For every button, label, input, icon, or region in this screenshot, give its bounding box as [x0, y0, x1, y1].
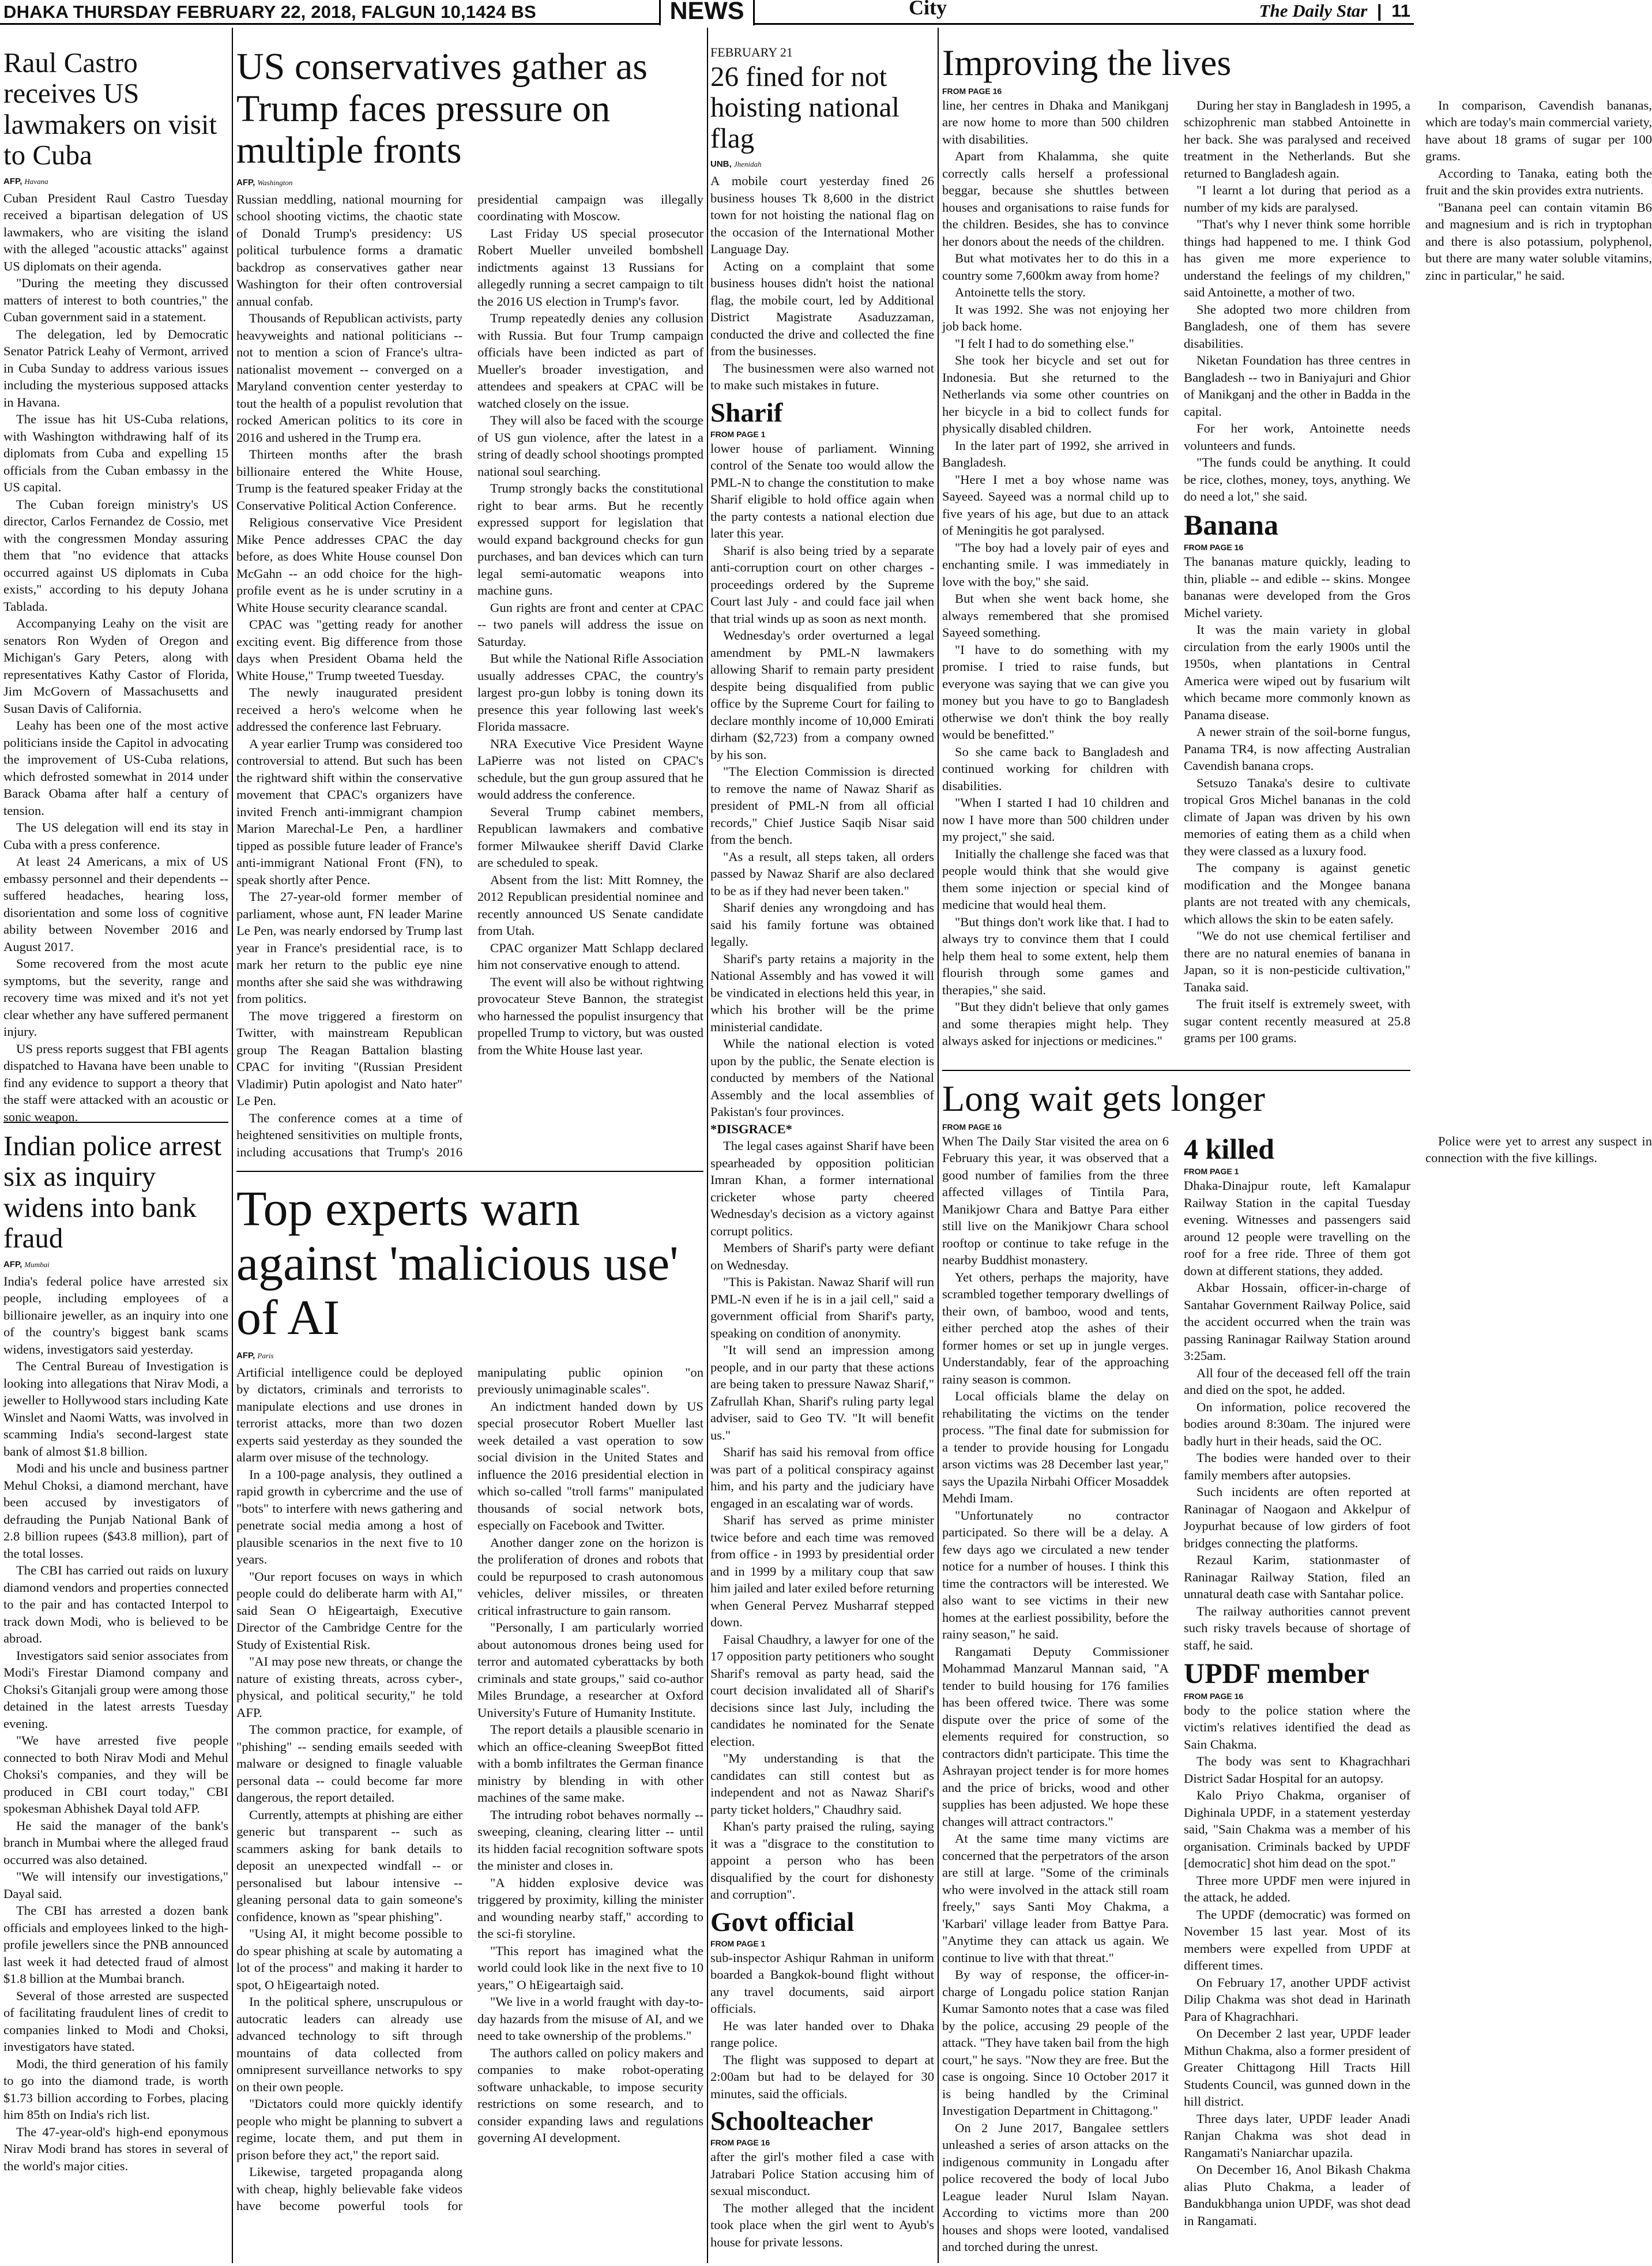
paragraph: On 2 June 2017, Bangalee settlers unleashed a series of arson attacks on the indigenous community in Longadu after police recovered the body of local Jubo League leader Nurul Islam Nayan. According to victims more than 200 houses and shops were looted, vandalised and torched during the unrest.: [942, 2120, 1169, 2254]
paragraph: Leahy has been one of the most active politicians inside the Capitol in advocating the improvement of US-Cuba relations, which defrosted somewhat in 2014 under Barack Obama after half a century of tension.: [3, 718, 228, 818]
paragraph: The CBI has arrested a dozen bank officials and employees linked to the high-profile jewellers since the PNB announced last week it had detected fraud of almost $1.8 billion at the Mumbai branch.: [3, 1903, 228, 1986]
headline-updf: UPDF member: [1184, 1657, 1369, 1690]
jump-label: FROM PAGE 16: [710, 2138, 770, 2148]
paragraph: India's federal police have arrested six people, including employees of a billionaire jeweller, as an inquiry into one of the country's biggest bank scams widens, investigators said yesterday.: [3, 1273, 228, 1356]
paragraph: "Personally, I am particularly worried about autonomous drones being used for terror and automated cyberattacks by both criminals and state groups," said co-author Miles Brundage, a researcher at Oxford University's Future of Humanity Institute.: [477, 1620, 703, 1720]
column-3: [710, 45, 934, 2263]
paragraph: "We do not use chemical fertiliser and there are no natural enemies of banana in Japan, so it is non-pesticide cultivation," Tanaka said.: [1184, 929, 1410, 994]
paragraph: "I have to do something with my promise. I tried to raise funds, but everyone was saying that we can give you money but you have to go to Bangladesh otherwise we don't think the boy really would be benefitted.": [942, 642, 1169, 742]
jump-label: FROM PAGE 16: [1184, 543, 1244, 553]
paragraph: Antoinette tells the story.: [955, 285, 1086, 300]
article-body: [3, 1273, 228, 2175]
paragraph: Absent from the list: Mitt Romney, the 2012 Republican presidential nominee and recently announced US Senate candidate from Utah.: [477, 872, 703, 938]
paragraph: Faisal Chaudhry, a lawyer for one of the 17 opposition party petitioners who sought Sharif's removal as party head, said the court decision invalidated all of Sharif's decisions since last July, including the candidates he nominated for the Senate election.: [710, 1632, 934, 1749]
paragraph: An indictment handed down by US special prosecutor Robert Mueller last week detailed a vast operation to sow social division in the United States and influence the 2016 presidential election in which so-called "troll farms" manipulated thousands of social network bots, especially on Facebook and Twitter.: [477, 1399, 703, 1533]
paragraph: Several Trump cabinet members, Republican lawmakers and combative former Milwaukee sheriff David Clarke are scheduled to speak.: [477, 804, 703, 870]
paragraph: Dhaka-Dinajpur route, left Kamalapur Railway Station in the capital Tuesday evening. Witnesses and passengers said around 12 people were travelling on the roof for a free ride. Three of them got down at different stations, they added.: [1184, 1178, 1410, 1278]
paragraph: "This is Pakistan. Nawaz Sharif will run PML-N even if he is in a jail cell," said a government official from Sharif's party, speaking on condition of anonymity.: [710, 1275, 934, 1340]
paragraph: Setsuzo Tanaka's desire to cultivate tropical Gros Michel bananas in the cold climate of Japan was driven by his own memories of eating them as a child when they were classed as a luxury food.: [1184, 775, 1410, 858]
paragraph: Sharif is also being tried by a separate anti-corruption court on other charges - proceedings ordered by the Supreme Court last July - and could face jail when that trial winds up as soon as next month.: [710, 543, 934, 626]
headline-lives: Improving the lives: [942, 42, 1232, 83]
paragraph: The issue has hit US-Cuba relations, with Washington withdrawing half of its diplomats from Cuba and expelling 15 officials from the Cuban embassy in the US capital.: [3, 412, 228, 495]
paragraph: In the political sphere, unscrupulous or autocratic leaders can already use advanced technology to sift through mountains of data collected from omnipresent surveillance networks to spy on their own people.: [236, 1994, 462, 2094]
column-rule: [232, 28, 233, 2263]
paragraph: The bananas mature quickly, leading to thin, pliable -- and edible -- skins. Mongee bananas were developed from the Gros Michel variety.: [1184, 554, 1410, 620]
dateline: FEBRUARY 21: [710, 45, 793, 59]
paragraph: "I felt I had to do something else.": [955, 336, 1134, 351]
article-body-longwait: [942, 1132, 1652, 2263]
jump-label: FROM PAGE 1: [710, 1938, 766, 1948]
paragraph: They will also be faced with the scourge of US gun violence, after the latest in a string of deadly school shootings prompted national soul searching.: [477, 413, 703, 479]
paragraph: During her stay in Bangladesh in 1995, a schizophrenic man stabbed Antoinette in her back. She was paralysed and received treatment in the Netherlands. But she returned to Bangladesh again.: [1184, 97, 1410, 181]
paragraph: But while the National Rifle Association usually addresses CPAC, the country's largest pro-gun lobby is toning down its presence this year following last week's Florida massacre.: [477, 651, 703, 734]
article-ai: [236, 1181, 703, 2263]
paragraph: Gun rights are front and center at CPAC -- two panels will address the issue on Saturday.: [477, 600, 703, 649]
paragraph: "Using AI, it might become possible to do spear phishing at scale by automating a lot of the process" and making it harder to spot, O hEigeartaigh noted.: [236, 1926, 462, 1992]
city-label: City: [909, 0, 947, 19]
paragraph: Sharif denies any wrongdoing and has said his family fortune was obtained legally.: [710, 900, 934, 949]
paragraph: Some recovered from the most acute symptoms, but the severity, range and recovery time was mixed and it's not yet clear whether any have suffered permanent injury.: [3, 956, 228, 1039]
article-cuba: [3, 47, 228, 1124]
paragraph: The UPDF (democratic) was formed on November 15 last year. Most of its members were expelled from UPDF at different times.: [1184, 1907, 1410, 1973]
paragraph: Sharif's party retains a majority in the National Assembly and has vowed it will be vindicated in elections held this year, in which his brother will be the prime ministerial candidate.: [710, 951, 934, 1034]
headline: Raul Castro receives US lawmakers on visit to Cuba: [3, 47, 217, 171]
paper-name-page: The Daily Star | 11: [1259, 1, 1410, 21]
paragraph: "Unfortunately no contractor participated. So there will be a delay. A few days ago we circulated a new tender notice for a number of houses. I think this time the contractors will be interested. We also want to see victims in their new homes at the earliest possibility, before the rainy season," he said.: [942, 1508, 1169, 1642]
paragraph: According to Tanaka, eating both the fruit and the skin provides extra nutrients.: [1425, 166, 1652, 198]
paragraph: "This report has imagined what the world could look like in the next five to 10 years," O hEigeartaigh said.: [477, 1943, 703, 1992]
paragraph: Sharif has served as prime minister twice before and each time was removed from office - in 1993 by presidential order and in 1999 by a military coup that saw him jailed and later exiled before returning when General Pervez Musharraf stepped down.: [710, 1513, 934, 1630]
paragraph: "During the meeting they discussed matters of interest to both countries," the Cuban government said in a statement.: [3, 276, 228, 325]
paragraph: The Cuban foreign ministry's US director, Carlos Fernandez de Cossio, met with the congressmen Monday assuring them that "no evidence that attacks occurred against US diplomats in Cuba exists," according to his deputy Johana Tablada.: [3, 497, 228, 614]
dateline: DHAKA THURSDAY FEBRUARY 22, 2018, FALGUN 10,1424 BS: [3, 2, 536, 22]
paragraph: Last Friday US special prosecutor Robert Mueller unveiled bombshell indictments against 13 Russians for allegedly running a secret campaign to tilt the 2016 US election in Trump's favor.: [477, 226, 703, 309]
paragraph: Akbar Hossain, officer-in-charge of Santahar Government Railway Police, said the accident occurred when the train was passing Raninagar Railway Station around 3:25am.: [1184, 1280, 1410, 1363]
paragraph: The legal cases against Sharif have been spearheaded by opposition politician Imran Khan, a former international cricketer whose party cheered Wednesday's decision as a victory against corrupt politics.: [710, 1138, 934, 1238]
paragraph: At the same time many victims are concerned that the perpetrators of the arson are still at large. "Some of the criminals who were involved in the attack still roam freely," says Santi Moy Chakma, a 'Karbari' village leader from Battye Para. "Anytime they can attack us again. We continue to live with that threat.": [942, 1831, 1169, 1965]
paragraph: "We have arrested five people connected to both Nirav Modi and Mehul Choksi's companies, and they will be produced in CBI court today," CBI spokesman Abhishek Dayal told AFP.: [3, 1733, 228, 1816]
paragraph: Initially the challenge she faced was that people would think that she would give them some injection or special kind of medicine that would heal them.: [942, 846, 1169, 912]
article-body-sharif: [710, 440, 934, 1903]
paragraph: Artificial intelligence could be deployed by dictators, criminals and terrorists to manipulate elections and use drones in terrorist attacks, more than two dozen experts said yesterday as they sounded the alarm over misuse of the technology.: [236, 1365, 462, 1465]
paragraph: "Banana peel can contain vitamin B6 and magnesium and is rich in tryptophan and there is also potassium, polyphenol, but there are many water soluble vitamins, zinc in particular," he said.: [1425, 200, 1652, 283]
headline-schoolteacher: Schoolteacher: [710, 2106, 873, 2137]
paragraph: Three more UPDF men were injured in the attack, he added.: [1184, 1873, 1410, 1905]
paragraph: "As a result, all steps taken, all orders passed by Nawaz Sharif are also declared to be as if they had never been taken.": [710, 849, 934, 898]
paragraph: The 47-year-old's high-end eponymous Nirav Modi brand has stores in several of the world's major cities.: [3, 2124, 228, 2173]
paragraph: The authors called on policy makers and companies to make robot-operating software unhackable, to impose security restrictions on some research, and to consider expanding laws and regulations governing AI development.: [477, 2045, 703, 2145]
paragraph: Another danger zone on the horizon is the proliferation of drones and robots that could be repurposed to crash autonomous vehicles, deliver missiles, or threaten critical infrastructure to gain ransom.: [477, 1535, 703, 1618]
paragraph: It was 1992. She was not enjoying her job back home.: [942, 302, 1169, 334]
paragraph: Trump strongly backs the constitutional right to bear arms. But he recently expressed support for legislation that would expand background checks for gun purchases, and ban devices which can turn legal semi-automatic weapons into machine guns.: [477, 481, 703, 598]
paragraph: lower house of parliament. Winning control of the Senate too would allow the PML-N to change the constitution to make Sharif eligible to hold office again when the party contests a national election due later this year.: [710, 441, 934, 541]
paragraph: The railway authorities cannot prevent such risky travels because of shortage of staff, he said.: [1184, 1603, 1410, 1652]
paragraph: Several of those arrested are suspected of facilitating fraudulent lines of credit to companies linked to Modi and Choksi, investigators have stated.: [3, 1988, 228, 2054]
paragraph: "A hidden explosive device was triggered by proximity, killing the minister and wounding nearby staff," according to the sci-fi storyline.: [477, 1875, 703, 1941]
jump-label: FROM PAGE 16: [942, 1122, 1002, 1132]
paragraph: When The Daily Star visited the area on 6 February this year, it was observed that a good number of families from the three affected villages of Tintila Para, Manikjowr Chara and Battye Para either still live on the Manikjowr Chara school rooftop or continue to take refuge in the nearby Buddhist monastery.: [942, 1133, 1169, 1268]
paragraph: "My understanding is that the candidates can still contest but as independent and not as Nawaz Sharif's party ticket holders," Chaudhry said.: [710, 1751, 934, 1817]
paragraph: "Dictators could more quickly identify people who might be planning to subvert a regime, locate them, and put them in prison before they act," the report said.: [236, 2096, 462, 2162]
paragraph: Cuban President Raul Castro Tuesday received a bipartisan delegation of US lawmakers, who are visiting the island with the alleged "acoustic attacks" against US diplomats on their agenda.: [3, 190, 228, 273]
paragraph: The common practice, for example, of "phishing" -- sending emails seeded with malware or designed to finagle valuable personal data -- could become far more dangerous, the report detailed.: [236, 1722, 462, 1805]
paragraph: Rezaul Karim, stationmaster of Raninagar Railway Station, filed an unnatural death case with Santahar police.: [1184, 1553, 1410, 1602]
byline: AFP, Havana: [3, 176, 48, 186]
paragraph: While the national election is voted upon by the public, the Senate election is conducted by members of the National Assembly and the local assemblies of Pakistan's four provinces.: [710, 1036, 934, 1119]
article-longwait-killed-updf: [942, 1078, 1652, 2263]
paragraph: She adopted two more children from Bangladesh, one of them has severe disabilities.: [1184, 302, 1410, 351]
paragraph: By way of response, the officer-in-charge of Longadu police station Ranjan Kumar Samonto notes that a case was filed by the police, accusing 29 people of the attack. "They have taken bail from the high court," he says. "Now they are free. But the case is ongoing. Since 10 October 2017 it is being handled by the Criminal Investigation Department in Chittagong.": [942, 1967, 1169, 2118]
masthead: [0, 0, 1414, 25]
paragraph: So she came back to Bangladesh and continued working for children with disabilities.: [942, 744, 1169, 793]
paragraph: Niketan Foundation has three centres in Bangladesh -- two in Baniyajuri and Ghior of Manikganj and the other in Badda in the capital.: [1184, 353, 1410, 419]
paragraph: The fruit itself is extremely sweet, with sugar content recently measured at 25.8 grams per 100 grams.: [1184, 997, 1410, 1046]
paragraph: Investigators said senior associates from Modi's Firestar Diamond company and Choksi's Gitanjali group were among those detained in the latest arrests Tuesday evening.: [3, 1648, 228, 1731]
paragraph: Thousands of Republican activists, party heavyweights and national politicians -- not to mention a scion of France's ultra-nationalist movement -- converged on a Maryland convention center yesterday to tout the health of a populist revolution that rocked American politics to its core in 2016 and ushered in the Trump era.: [236, 311, 462, 445]
paper-logo: The Daily Star: [1259, 1, 1368, 21]
headline: Indian police arrest six as inquiry widens into bank fraud: [3, 1130, 222, 1254]
paragraph: Such incidents are often reported at Raninagar of Naogaon and Akkelpur of Joypurhat because of low girders of foot bridges connecting the platforms.: [1184, 1485, 1410, 1550]
paragraph: On February 17, another UPDF activist Dilip Chakma was shot dead in Harinath Para of Khagrachhari.: [1184, 1975, 1410, 2024]
headline-4-killed: 4 killed: [1184, 1132, 1274, 1165]
paragraph: "Here I met a boy whose name was Sayeed. Sayeed was a normal child up to five years of his age, but due to an attack of Meningitis he got paralysed.: [942, 472, 1169, 538]
jump-label: FROM PAGE 16: [942, 86, 1002, 96]
headline-govt-official: Govt official: [710, 1907, 855, 1937]
paragraph: At least 24 Americans, a mix of US embassy personnel and their dependents -- suffered headaches, hearing loss, disorientation and some loss of cognitive ability between November 2016 and August 2017.: [3, 854, 228, 954]
paragraph: But what motivates her to do this in a country some 7,600km away from home?: [942, 251, 1169, 283]
paragraph: The report details a plausible scenario in which an office-cleaning SweepBot fitted with a bomb infiltrates the German finance ministry by blending in with other machines of the same make.: [477, 1722, 703, 1805]
paragraph: after the girl's mother filed a case with Jatrabari Police Station accusing him of sexual misconduct.: [710, 2149, 934, 2199]
paragraph: For her work, Antoinette needs volunteers and funds.: [1184, 421, 1410, 453]
headline-banana: Banana: [1184, 508, 1278, 541]
paragraph: The US delegation will end its stay in Cuba with a press conference.: [3, 820, 228, 852]
paragraph: Trump repeatedly denies any collusion with Russia. But four Trump campaign officials have been indicted as part of Mueller's broader investigation, and attendees and speakers at CPAC will be watched closely on the issue.: [477, 311, 703, 411]
paragraph: He was later handed over to Dhaka range police.: [710, 2018, 934, 2050]
paragraph: A mobile court yesterday fined 26 business houses Tk 8,600 in the district town for not hoisting the national flag on the occasion of the International Mother Language Day.: [710, 174, 934, 257]
paragraph: The 27-year-old former member of parliament, whose aunt, FN leader Marine Le Pen, was nearly endorsed by Trump last year in France's presidential race, is to mark her return to the public eye nine months after she said she was withdrawing from politics.: [236, 889, 462, 1006]
paragraph: The Central Bureau of Investigation is looking into allegations that Nirav Modi, a jeweller to Hollywood stars including Kate Winslet and Naomi Watts, was involved in scamming India's second-largest state bank of almost $1.8 billion.: [3, 1359, 228, 1459]
paragraph: The newly inaugurated president received a hero's welcome when he addressed the conference last February.: [236, 685, 462, 734]
paragraph: Apart from Khalamma, she quite correctly calls herself a professional beggar, because she shuttles between houses and organisations to raise funds for the children. Besides, she has to convince her donors about the needs of the children.: [942, 149, 1169, 249]
paragraph: Modi, the third generation of his family to go into the diamond trade, is worth $1.73 billion according to Forbes, placing him 85th on India's rich list.: [3, 2056, 228, 2122]
paragraph: Likewise, targeted propaganda along with cheap, highly believable fake videos have become powerful tools for manipulating public opinion "on previously unimaginable scales".: [236, 1365, 703, 2214]
paragraph: "I learnt a lot during that period as a number of my kids are paralysed.: [1184, 183, 1410, 215]
headline: US conservatives gather as Trump faces pressure on multiple fronts: [236, 46, 648, 172]
article-body-teacher: [710, 2148, 934, 2250]
article-body-lives: [942, 97, 1652, 1070]
paragraph: Sharif has said his removal from office was part of a political conspiracy against him, and his party and the judiciary have engaged in an escalating war of words.: [710, 1445, 934, 1510]
paragraph: Wednesday's order overturned a legal amendment by PML-N lawmakers allowing Sharif to remain party president despite being disqualified from public office by the Supreme Court for failing to declare monthly income of 10,000 Emirati dirham ($2,723) from a company owned by his son.: [710, 628, 934, 762]
jump-label: FROM PAGE 1: [1184, 1167, 1239, 1177]
paragraph: Police were yet to arrest any suspect in connection with the five killings.: [1425, 1133, 1652, 1166]
paragraph: "It will send an impression among people, and in our party that these actions are being taken to pressure Nawaz Sharif," Zafrullah Khan, Sharif's ruling party legal adviser, said to Geo TV. "It will benefit us.": [710, 1343, 934, 1442]
paragraph: Accompanying Leahy on the visit are senators Ron Wyden of Oregon and Michigan's Gary Peters, along with representatives Kathy Castor of Florida, Jim McGovern of Massachusetts and Susan Davis of California.: [3, 616, 228, 716]
paragraph: The flight was supposed to depart at 2:00am but had to be delayed for 30 minutes, said the officials.: [710, 2052, 934, 2101]
column-rule: [938, 28, 939, 2263]
paragraph: line, her centres in Dhaka and Manikganj are now home to more than 500 children with disabilities.: [942, 97, 1169, 146]
headline-long-wait: Long wait gets longer: [942, 1078, 1265, 1119]
paragraph: Religious conservative Vice President Mike Pence addresses CPAC the day before, as does White House counsel Don McGahn -- an odd choice for the high-profile event as he is under scrutiny in a White House security clearance scandal.: [236, 515, 462, 615]
paragraph: In a 100-page analysis, they outlined a rapid growth in cybercrime and the use of "bots" to interfere with news gathering and penetrate social media among a host of plausible scenarios in the next five to 10 years.: [236, 1467, 462, 1567]
byline: UNB, Jhenidah: [710, 159, 762, 170]
paragraph: Currently, attempts at phishing are either generic but transparent -- such as scammers asking for bank details to deposit an unexpected windfall -- or personalised but labour intensive -- gleaning personal data to gain someone's confidence, known as "spear phishing".: [236, 1807, 462, 1924]
paragraph: He said the manager of the bank's branch in Mumbai where the alleged fraud occurred was also detained.: [3, 1818, 228, 1867]
paragraph: The body was sent to Khagrachhari District Sadar Hospital for an autopsy.: [1184, 1754, 1410, 1786]
paragraph: It was the main variety in global circulation from the early 1900s until the 1950s, when plantations in Central America were wiped out by fusarium wilt which became more commonly known as Panama disease.: [1184, 622, 1410, 722]
paragraph: "The funds could be anything. It could be rice, clothes, money, toys, anything. We do need a lot," she said.: [1184, 455, 1410, 504]
paragraph: "AI may pose new threats, or change the nature of existing threats, across cyber-, physical, and political security," he told AFP.: [236, 1654, 462, 1720]
paragraph: Members of Sharif's party were defiant on Wednesday.: [710, 1241, 934, 1272]
paragraph: Khan's party praised the ruling, saying it was a "disgrace to the constitution to appoint a person who has been disqualified by the court for dishonesty and corruption".: [710, 1819, 934, 1902]
section-label: NEWS: [659, 0, 755, 25]
paragraph: The move triggered a firestorm on Twitter, with mainstream Republican group The Reagan Battalion blasting CPAC for inviting "(Russian President Vladimir) Putin apologist and Nato hater" Le Pen.: [236, 1008, 462, 1108]
article-body: [236, 1364, 703, 2229]
paragraph: Local officials blame the delay on rehabilitating the victims on the tender process. "The final date for submission for a tender to provide housing for Longadu arson victims was 28 December last year," says the Upazila Nirbahi Officer Mosaddek Mehdi Imam.: [942, 1389, 1169, 1506]
jump-label: FROM PAGE 1: [710, 429, 766, 439]
article-trump: [236, 46, 703, 1166]
paragraph: Rangamati Deputy Commissioner Mohammad Manzarul Mannan said, "A tender to build housing for 176 families has been offered twice. There was some dispute over the price of some of the elements required for construction, so contractors didn't participate. This time the Ashrayan project tender is for more homes and the price of bricks, wood and other supplies has been adjusted. We hope these changes will attract contractors.": [942, 1644, 1169, 1829]
paragraph: Thirteen months after the brash billionaire entered the White House, Trump is the featured speaker Friday at the Conservative Political Action Conference.: [236, 447, 462, 513]
paragraph: "That's why I never think some horrible things had happened to me. I think God has given me more experience to understand the feelings of my children," said Antoinette, a mother of two.: [1184, 217, 1410, 300]
paragraph: "But they didn't believe that only games and some therapies might help. They always asked for injections or medicines.": [942, 999, 1169, 1049]
article-body: [3, 190, 228, 1126]
paragraph: The CBI has carried out raids on luxury diamond vendors and properties connected to the pair and has contacted Interpol to track down Modi, who is believed to be abroad.: [3, 1563, 228, 1646]
paragraph: But when she went back home, she always remembered that she promised Sayeed something.: [942, 591, 1169, 640]
paragraph: *DISGRACE*: [710, 1121, 792, 1136]
paragraph: "We will intensify our investigations," Dayal said.: [3, 1869, 228, 1901]
column-rule: [707, 28, 708, 2263]
headline-sharif: Sharif: [710, 397, 783, 428]
headline: 26 fined for not hoisting national flag: [710, 61, 900, 154]
paragraph: "The Election Commission is directed to remove the name of Nawaz Sharif as president of PML-N from all official records," Chief Justice Saqib Nisar said from the bench.: [710, 764, 934, 847]
paragraph: On information, police recovered the bodies around 8:30am. The injured were badly hurt in their heads, said the OC.: [1184, 1399, 1410, 1448]
paragraph: "When I started I had 10 children and now I have more than 500 children under my project," she said.: [942, 795, 1169, 844]
byline: AFP, Washington: [236, 177, 293, 187]
paragraph: In comparison, Cavendish bananas, which are today's main commercial variety, have about 18 grams of sugar per 100 grams.: [1425, 97, 1652, 164]
paragraph: The businessmen were also warned not to make such mistakes in future.: [710, 360, 934, 393]
paragraph: body to the police station where the victim's relatives identified the dead as Sain Chakma.: [1184, 1703, 1410, 1752]
paragraph: "But things don't work like that. I had to always try to convince them that I could help them heal to some extent, help them flourish through some games and therapies," she said.: [942, 914, 1169, 997]
paragraph: All four of the deceased fell off the train and died on the spot, he added.: [1184, 1365, 1410, 1397]
byline: AFP, Mumbai: [3, 1259, 50, 1269]
paragraph: The company is against genetic modification and the Mongee banana plants are not treated with any chemicals, which allows the skin to be eaten safely.: [1184, 860, 1410, 926]
paragraph: Modi and his uncle and business partner Mehul Choksi, a diamond merchant, have been accused by investigators of defrauding the Punjab National Bank of 2.8 billion rupees ($43.8 million), part of the total losses.: [3, 1461, 228, 1561]
paragraph: "The boy had a lovely pair of eyes and enchanting smile. I was immediately in love with the boy," she said.: [942, 540, 1169, 589]
article-india: [3, 1130, 228, 2263]
paragraph: Kalo Priyo Chakma, organiser of Dighinala UPDF, in a statement yesterday said, "Sain Chakma was a member of his organisation. Criminals backed by UPDF [democratic] shot him dead on the spot.": [1184, 1788, 1410, 1871]
byline: AFP, Paris: [236, 1350, 274, 1361]
paragraph: NRA Executive Vice President Wayne LaPierre was not listed on CPAC's schedule, but the gun group assured that he would address the conference.: [477, 736, 703, 802]
paragraph: A year earlier Trump was considered too controversial to attend. But such has been the rightward shift within the conservative movement that CPAC's organizers have invited French anti-immigrant champion Marion Marechal-Le Pen, a hardliner tipped as possible future leader of France's anti-immigrant National Front (FN), to speak shortly after Pence.: [236, 736, 462, 887]
paragraph: The delegation, led by Democratic Senator Patrick Leahy of Vermont, arrived in Cuba Sunday to address various issues including the mysterious supposed attacks in Havana.: [3, 326, 228, 409]
paragraph: Yet others, perhaps the majority, have scrambled together temporary dwellings of their own, of bamboo, wood and tents, either perched atop the ashes of their former homes or set up in jungle verges. Understandably, fear of the approaching rainy season is common.: [942, 1269, 1169, 1386]
page-number: 11: [1391, 1, 1410, 21]
paragraph: The mother alleged that the incident took place when the girl went to Ayub's house for private lessons.: [710, 2200, 934, 2249]
paragraph: The event will also be without rightwing provocateur Steve Bannon, the strategist who harnessed the populist insurgency that propelled Trump to victory, but was ousted from the White House last year.: [477, 974, 703, 1057]
paragraph: "We live in a world fraught with day-to-day hazards from the misuse of AI, and we need to take ownership of the problems.": [477, 1994, 703, 2043]
paragraph: sub-inspector Ashiqur Rahman in uniform boarded a Bangkok-bound flight without any travel documents, said airport officials.: [710, 1950, 934, 2016]
paragraph: The intruding robot behaves normally -- sweeping, cleaning, clearing litter -- until its hidden facial recognition software spots the minister and closes in.: [477, 1807, 703, 1873]
paragraph: She took her bicycle and set out for Indonesia. But she returned to the Netherlands via some other countries on her bicycle in a bid to collect funds for physically disabled children.: [942, 353, 1169, 436]
paragraph: The bodies were handed over to their family members after autopsies.: [1184, 1450, 1410, 1482]
article-body-flag: [710, 172, 934, 394]
paragraph: The conference comes at a time of heightened sensitivities on multiple fronts, including accusations that Trump's 2016 presidential campaign was illegally coordinating with Moscow.: [236, 191, 703, 1159]
headline: Top experts warn against 'malicious use' of AI: [236, 1181, 679, 1346]
jump-label: FROM PAGE 16: [1184, 1691, 1244, 1701]
article-body: [236, 191, 703, 1171]
article-lives-banana: [942, 42, 1652, 1067]
paragraph: In the later part of 1992, she arrived in Bangladesh.: [942, 438, 1169, 470]
article-body-govt: [710, 1949, 934, 2103]
paragraph: On December 16, Anol Bikash Chakma alias Pluto Chakma, a leader of Bandukbhanga union UPDF, was shot dead in Rangamati.: [1184, 2162, 1410, 2228]
paragraph: "Our report focuses on ways in which people could do deliberate harm with AI," said Sean O hEigeartaigh, Executive Director of the Cambridge Centre for the Study of Existential Risk.: [236, 1569, 462, 1652]
paragraph: A newer strain of the soil-borne fungus, Panama TR4, is now affecting Australian Cavendish banana crops.: [1184, 724, 1410, 773]
paragraph: Russian meddling, national mourning for school shooting victims, the chaotic state of Donald Trump's presidency: US political turbulence forms a dramatic backdrop as conservatives gather near Washington for their often controversial annual confab.: [236, 191, 462, 309]
paragraph: On December 2 last year, UPDF leader Mithun Chakma, also a former president of Greater Chittagong Hill Tracts Hill Students Council, was gunned down in the hill district.: [1184, 2026, 1410, 2109]
paragraph: Acting on a complaint that some business houses didn't hoist the national flag, the mobile court, led by Additional District Magistrate Asaduzzaman, conducted the drive and collected the fine from the businesses.: [710, 258, 934, 359]
paragraph: US press reports suggest that FBI agents dispatched to Havana have been unable to find any evidence to support a theory that the staff were attacked with an acoustic or sonic weapon.: [3, 1041, 228, 1124]
paragraph: Three days later, UPDF leader Anadi Ranjan Chakma was shot dead in Rangamati's Naniarchar upazila.: [1184, 2111, 1410, 2160]
paragraph: CPAC organizer Matt Schlapp declared him not conservative enough to attend.: [477, 940, 703, 972]
paragraph: CPAC was "getting ready for another exciting event. Big difference from those days when President Obama held the White House," Trump tweeted Tuesday.: [236, 617, 462, 683]
